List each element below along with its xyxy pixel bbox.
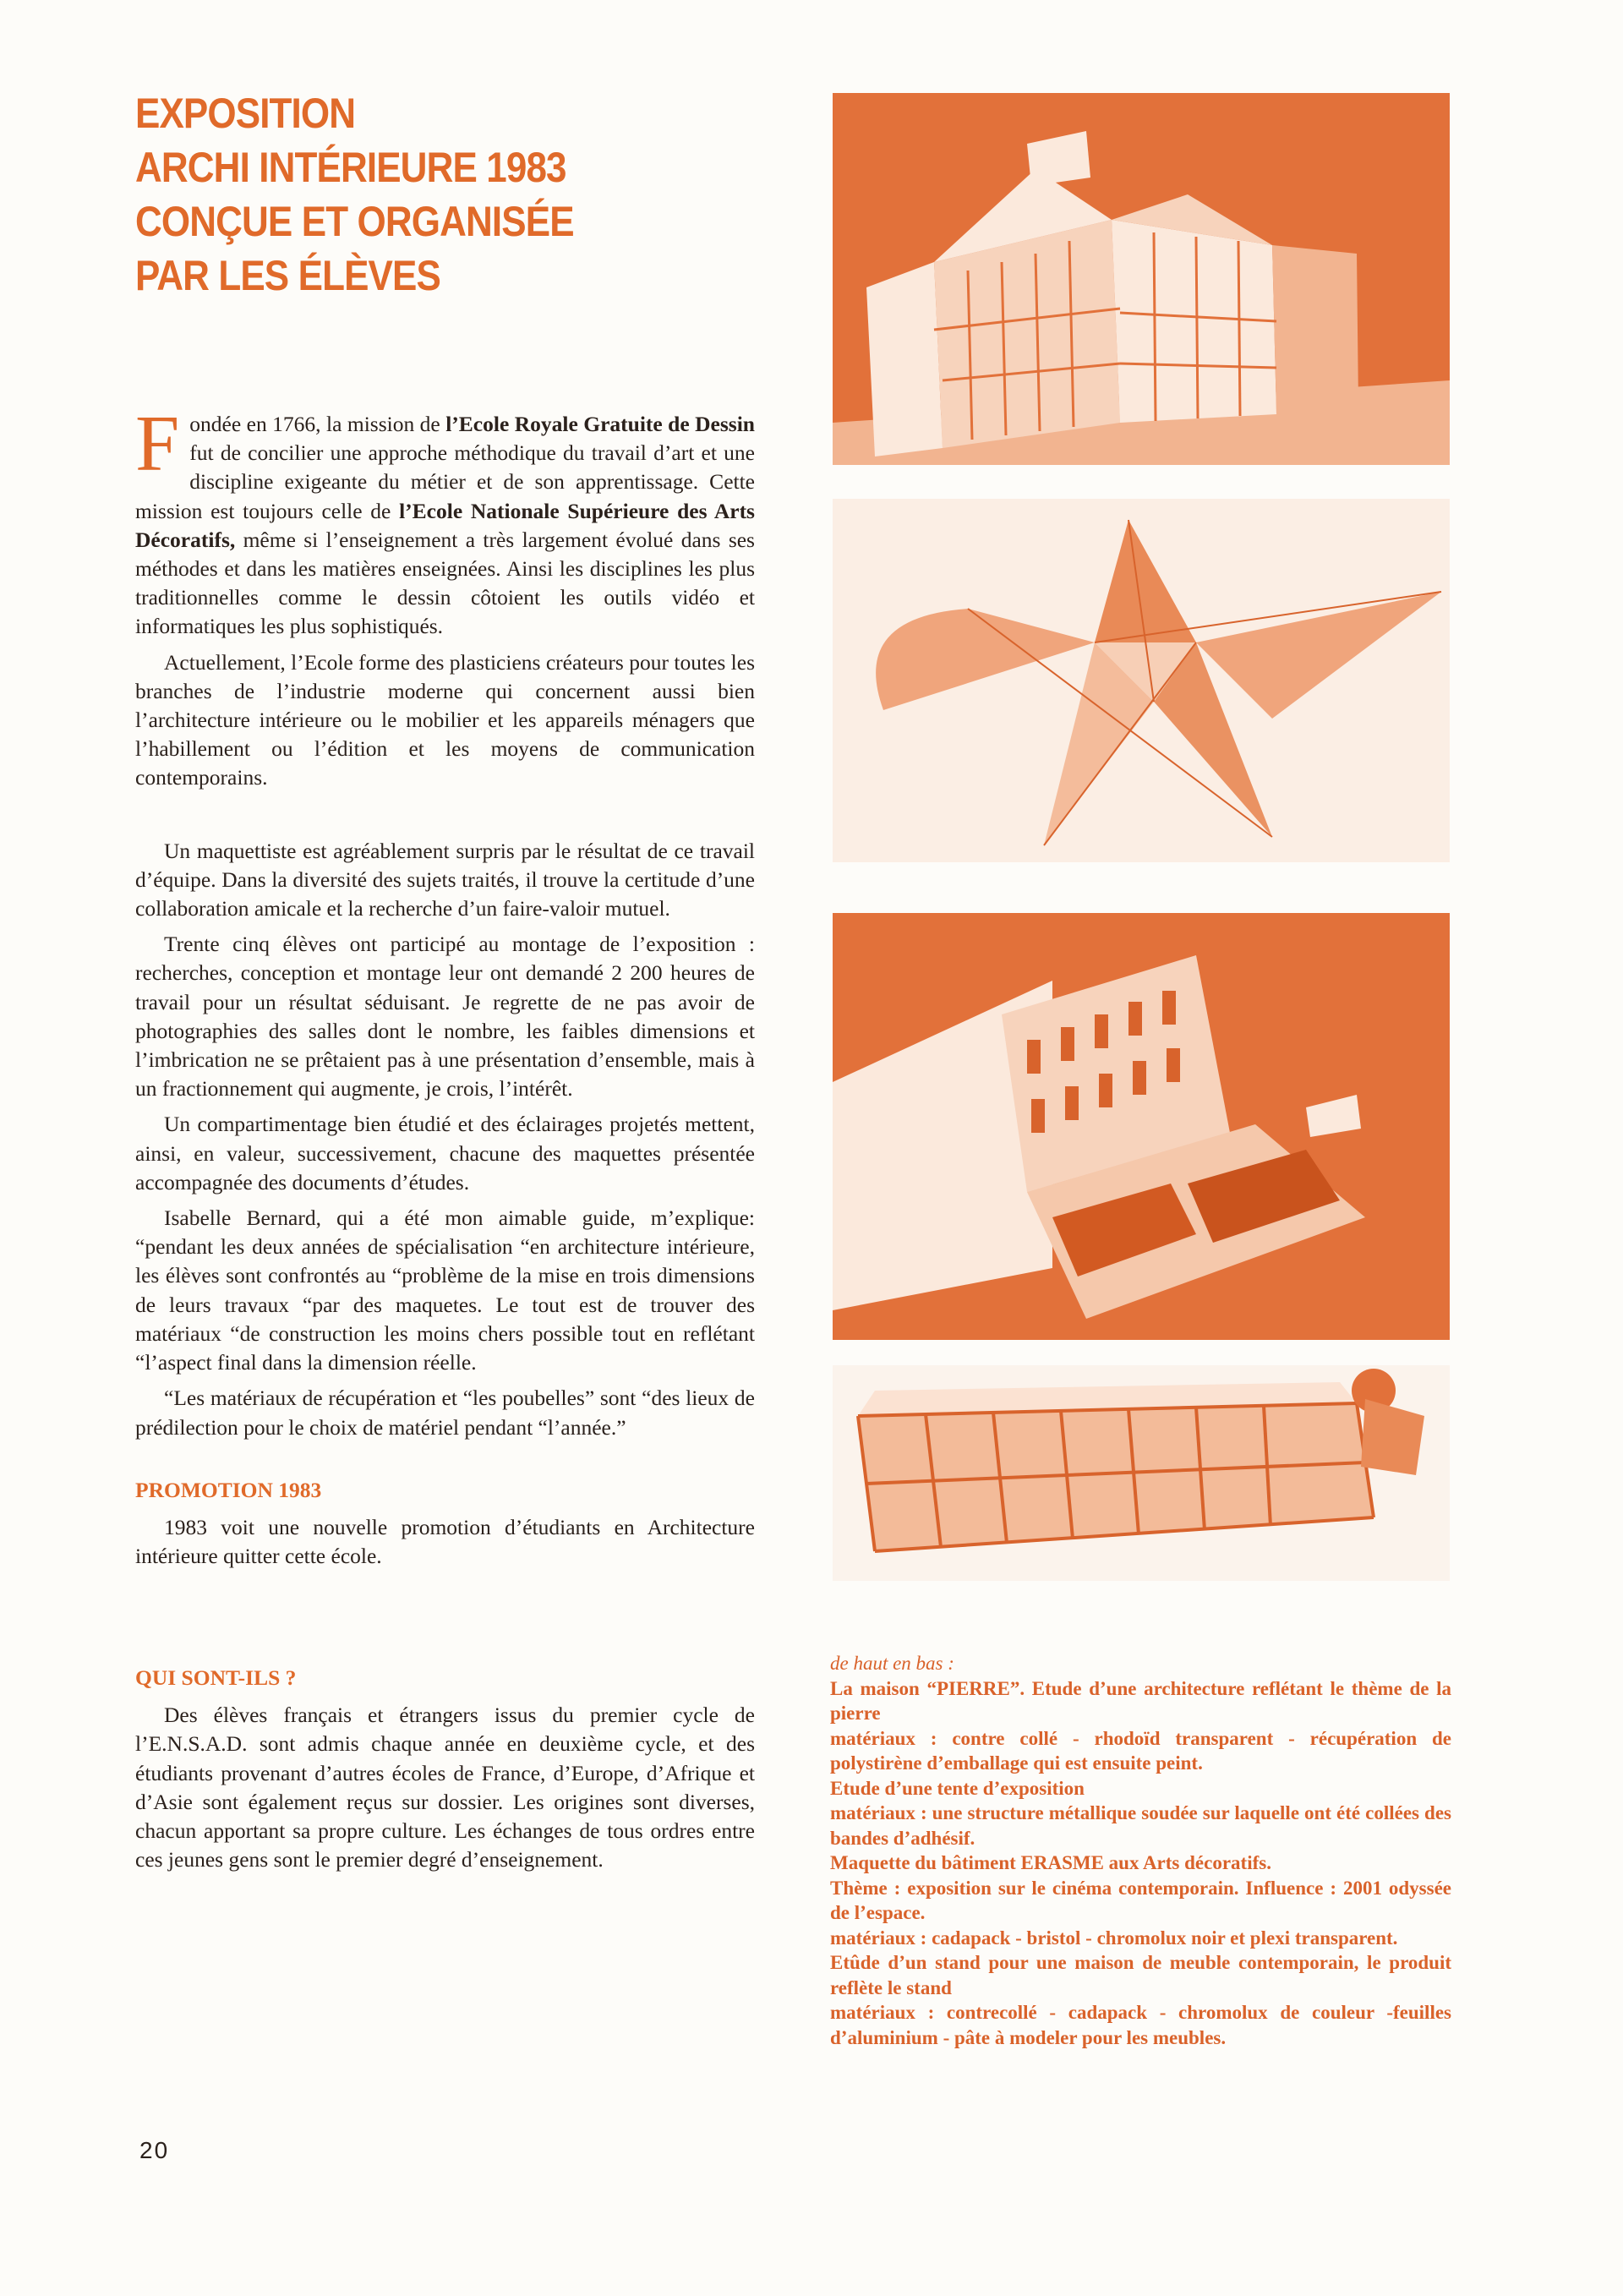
drop-cap: F: [135, 400, 180, 488]
intro-text-2: fut de concilier une approche méthodique du travail d’art et une discipline exigeante du métier et de son apprentissage. Cette mission est toujours celle de: [135, 440, 755, 523]
photo-stand-meuble: [833, 1365, 1450, 1581]
paragraph-3: Un maquettiste est agréablement surpris par le résultat de ce travail d’équipe. Dans la diversité des sujets traités, il trouve la certitude d’une collaboration amicale et la recherche d’un faire-valoir mutuel.: [135, 838, 755, 921]
intro-paragraph: [135, 400, 755, 642]
caption-line: Etûde d’un stand pour une maison de meuble contemporain, le produit reflète le stand: [830, 1952, 1451, 1998]
intro-text-3: même si l’enseignement a très largement évolué dans ses méthodes et dans les matières enseignées. Ainsi les disciplines les plus traditionnelles comme le dessin côtoient les outils vidéo et informatiques les plus sophistiqués.: [135, 527, 755, 639]
photo-batiment-erasme: [833, 913, 1450, 1340]
paragraph-4: Trente cinq élèves ont participé au montage de l’exposition : recherches, conception et montage leur ont demandé 2 200 heures de travail pour un résultat séduisant. Je regrette de ne pas avoir de photographies des salles dont le nombre, les faibles dimensions et l’imbrication ne se prêtaient pas à une présentation d’ensemble, mais à un fractionnement qui augmente, je crois, l’intérêt.: [135, 932, 755, 1102]
qui-heading: QUI SONT-ILS ?: [135, 1665, 297, 1691]
paragraph-7: “Les matériaux de récupération et “les poubelles” sont “des lieux de prédilection pour le choix de matériel pendant “l’année.”: [135, 1386, 755, 1440]
caption-line: Maquette du bâtiment ERASME aux Arts décoratifs.: [830, 1852, 1271, 1873]
photo-maison-pierre: [833, 93, 1450, 465]
intro-text-1: ondée en 1766, la mission de: [189, 412, 446, 436]
paragraph-5: Un compartimentage bien étudié et des éclairages projetés mettent, ainsi, en valeur, successivement, chacune des maquettes présentée accompagnée des documents d’études.: [135, 1112, 755, 1194]
caption-line: matériaux : cadapack - bristol - chromolux noir et plexi transparent.: [830, 1927, 1398, 1949]
caption-intro: de haut en bas :: [830, 1653, 954, 1674]
page-number: 20: [139, 2137, 170, 2163]
title-line-1: EXPOSITION: [135, 90, 356, 137]
qui-text: Des élèves français et étrangers issus du premier cycle de l’E.N.S.A.D. sont admis chaque année en deuxième cycle, et des étudiants provenant d’autres écoles de France, d’Europe, d’Afrique et d’Asie sont également reçus sur dossier. Les origines sont diverses, chacun apportant sa propre culture. Les échanges de tous ordres entre ces jeunes gens sont le premier degré d’enseignement.: [135, 1703, 755, 1872]
promotion-text: 1983 voit une nouvelle promotion d’étudiants en Architecture intérieure quitter cette école.: [135, 1514, 755, 1568]
title-line-4: PAR LES ÉLÈVES: [135, 252, 440, 299]
article-title: [135, 86, 701, 303]
caption-line: matériaux : contrecollé - cadapack - chromolux de couleur -feuilles d’aluminium - pâte à modeler pour les meubles.: [830, 2002, 1451, 2048]
paragraph-6: Isabelle Bernard, qui a été mon aimable guide, m’explique: “pendant les deux années de spécialisation “en architecture intérieure, les élèves sont confrontés au “problème de la mise en trois dimensions de leurs travaux “par des maquetes. Le tout est de trouver des matériaux “de construction les moins chers possible tout en reflétant “l’aspect final dans la dimension réelle.: [135, 1205, 755, 1375]
caption-line: matériaux : contre collé - rhodoïd transparent - récupération de polystirène d’emballage qui est ensuite peint.: [830, 1727, 1451, 1774]
intro-bold-2: l’Ecole Nationale Supérieure des Arts Décoratifs,: [135, 498, 755, 552]
article-body: [135, 400, 755, 1874]
caption-line: Thème : exposition sur le cinéma contemporain. Influence : 2001 odyssée de l’espace.: [830, 1877, 1451, 1923]
title-line-3: CONÇUE ET ORGANISÉE: [135, 198, 574, 245]
caption-line: matériaux : une structure métallique soudée sur laquelle ont été collées des bandes d’adhésif.: [830, 1802, 1451, 1849]
intro-bold-1: l’Ecole Royale Gratuite de Dessin: [445, 412, 755, 436]
caption-line: Etude d’une tente d’exposition: [830, 1777, 1085, 1799]
photo-tente-exposition: [833, 499, 1450, 862]
photo-caption: [830, 1651, 1451, 2050]
title-line-2: ARCHI INTÉRIEURE 1983: [135, 144, 566, 191]
promotion-heading: PROMOTION 1983: [135, 1477, 322, 1502]
paragraph-2: Actuellement, l’Ecole forme des plasticiens créateurs pour toutes les branches de l’industrie moderne qui concernent aussi bien l’architecture intérieure ou le mobilier et les appareils ménagers que l’habillement ou l’édition et les moyens de communication contemporains.: [135, 649, 755, 790]
caption-line: La maison “PIERRE”. Etude d’une architecture reflétant le thème de la pierre: [830, 1677, 1451, 1724]
